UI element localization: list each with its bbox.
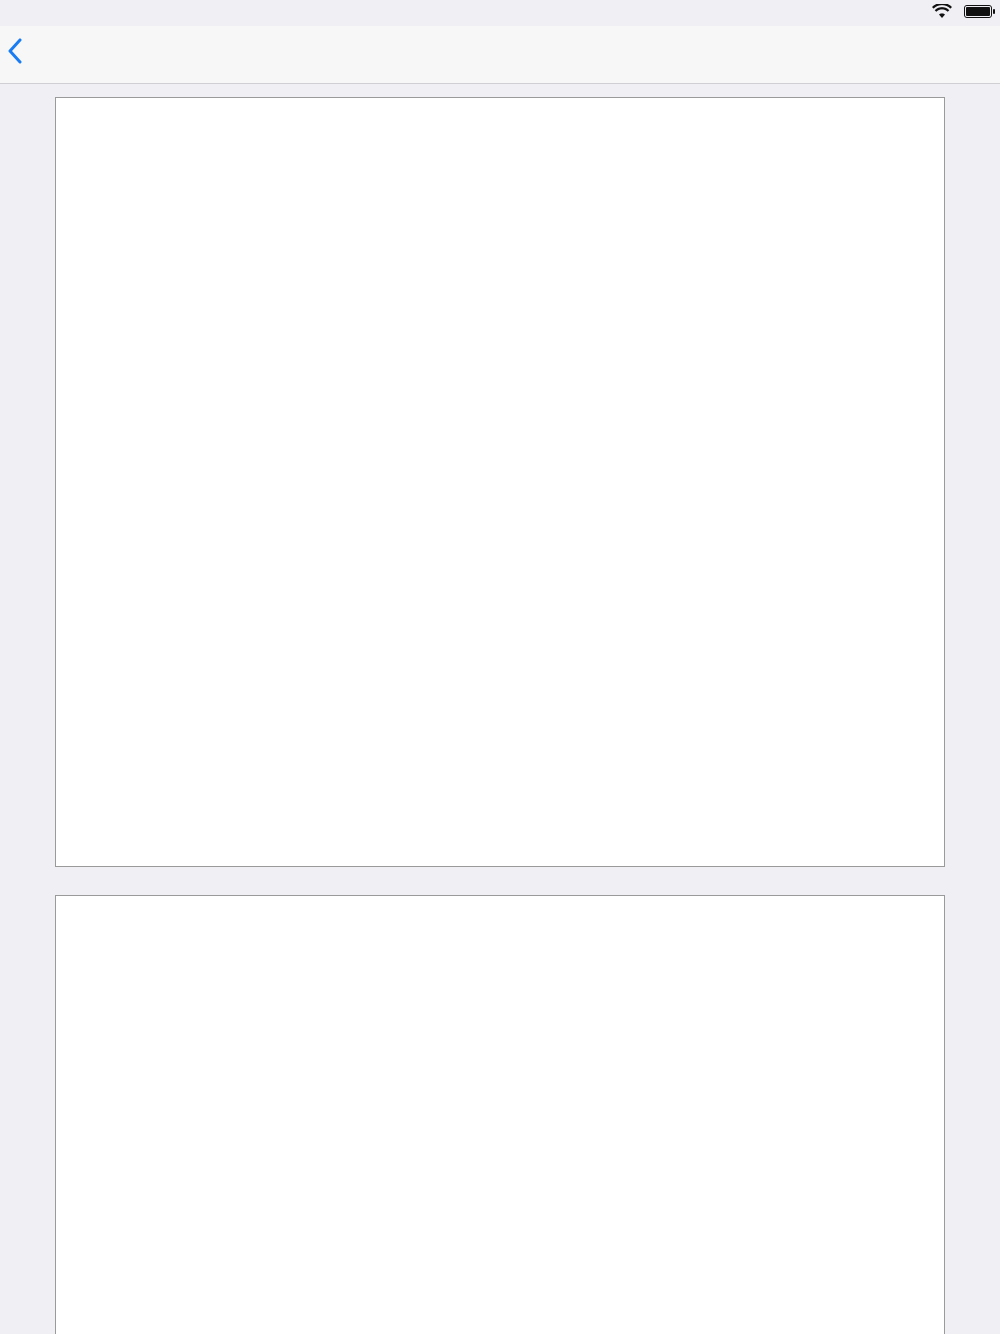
navigation-bar: [0, 26, 1000, 84]
four-pillars-main-panel: [55, 97, 945, 867]
chevron-left-icon: [8, 38, 22, 64]
back-button[interactable]: [8, 38, 28, 64]
wifi-icon: [932, 4, 952, 19]
status-right: [932, 4, 992, 19]
status-bar: [0, 0, 1000, 26]
luck-pillars-panel: [55, 895, 945, 1334]
status-time-date: [8, 4, 18, 22]
battery-icon: [964, 5, 992, 18]
